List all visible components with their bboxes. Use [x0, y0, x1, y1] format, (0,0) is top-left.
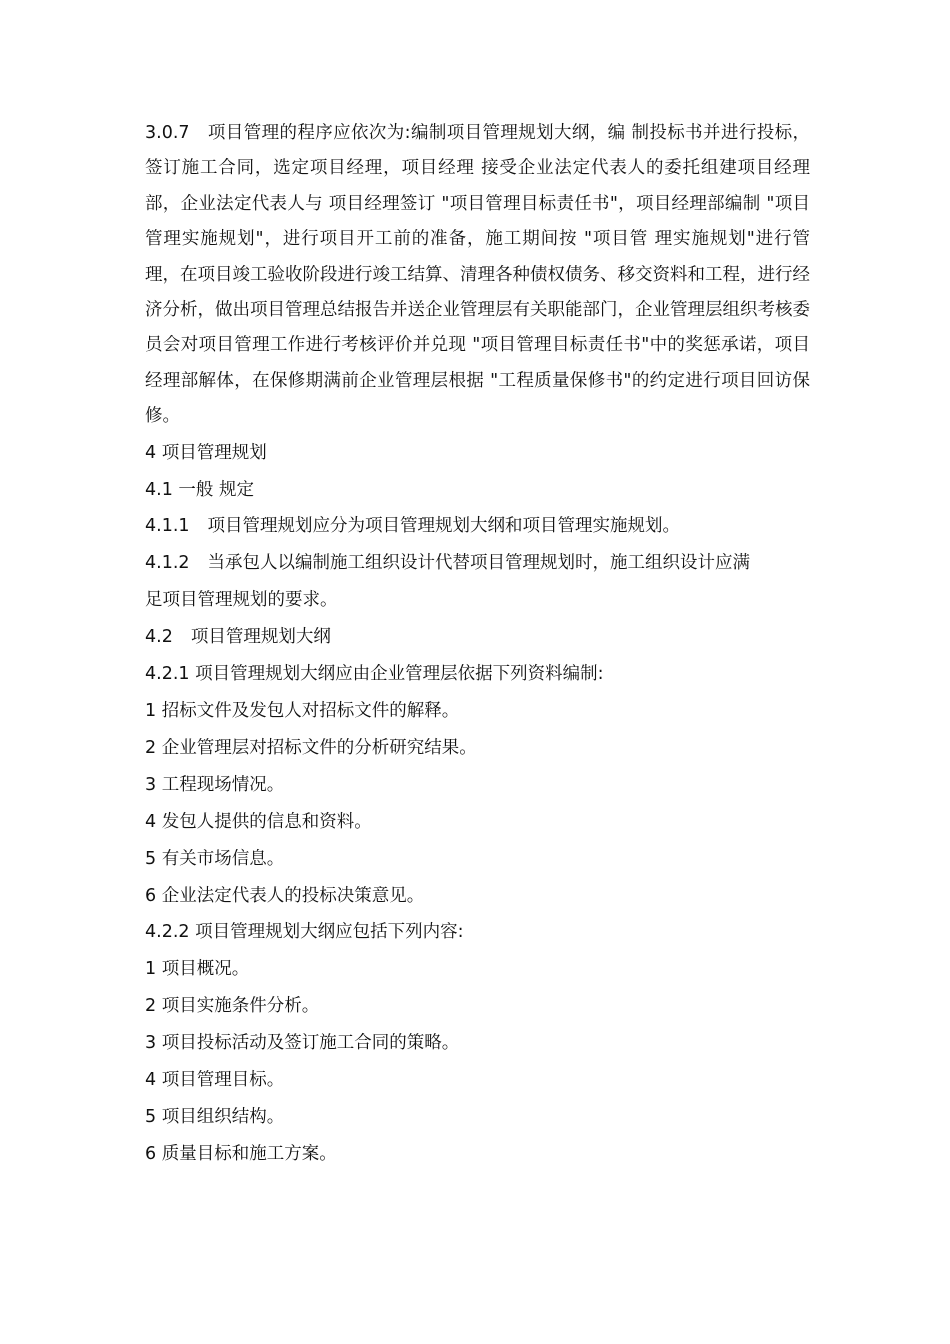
list-item: 6 企业法定代表人的投标决策意见。: [145, 885, 425, 906]
clause-4-1-2-continued: 足项目管理规划的要求。: [145, 590, 338, 611]
section-heading-4: 4 项目管理规划: [145, 442, 267, 463]
clause-number: 4.2: [145, 627, 173, 648]
section-heading-4-2: [145, 619, 810, 656]
clause-4-2-2: 4.2.2 项目管理规划大纲应包括下列内容:: [145, 922, 464, 943]
clause-4-1-1: [145, 508, 810, 545]
clause-text: 项目管理的程序应依次为:编制项目管理规划大纲，编 制投标书并进行投标，签订施工合同，选定项目经理，项目经理 接受企业法定代表人的委托组建项目经理部，企业法定代表人与 项目经理签订 "项目管理目标责任书"，项目经理部编制 "项目 管理实施规划"，进行项目开工前的准备，施工期间按 "项目管 理实施规划"进行管理，在项目竣工验收阶段进行竣工结算、清理各种债权债务、移交资料和工程，进行经济分析，做出项目管理总结报告并送企业管理层有关职能部门，企业管理层组织考核委员会对项目管理工作进行考核评价并兑现 "项目管理目标责任书"中的奖惩承诺，项目经理部解体，在保修期满前企业管理层根据 "工程质量保修书"的约定进行项目回访保修。: [145, 123, 810, 427]
clause-4-1-2: [145, 545, 810, 582]
clause-text: 当承包人以编制施工组织设计代替项目管理规划时，施工组织设计应满: [207, 553, 751, 574]
clause-number: 4.1.2: [145, 553, 190, 574]
list-item: 2 企业管理层对招标文件的分析研究结果。: [145, 737, 477, 758]
list-item: 1 项目概况。: [145, 959, 250, 980]
list-item: 1 招标文件及发包人对招标文件的解释。: [145, 701, 460, 721]
list-item: 5 有关市场信息。: [145, 848, 285, 869]
list-item: 4 项目管理目标。: [145, 1070, 285, 1091]
clause-text: 项目管理规划大纲: [190, 627, 331, 648]
section-heading-4-1: 4.1 一般 规定: [145, 479, 254, 500]
paragraph-3-0-7: [145, 116, 810, 435]
clause-number: 3.0.7: [145, 123, 190, 143]
list-item: 3 项目投标活动及签订施工合同的策略。: [145, 1033, 460, 1054]
list-item: 4 发包人提供的信息和资料。: [145, 811, 372, 832]
list-item: 3 工程现场情况。: [145, 774, 285, 795]
clause-text: 项目管理规划应分为项目管理规划大纲和项目管理实施规划。: [207, 516, 681, 537]
document-content: [145, 116, 810, 1173]
list-item: 5 项目组织结构。: [145, 1106, 285, 1127]
list-item: 6 质量目标和施工方案。: [145, 1143, 337, 1164]
clause-number: 4.1.1: [145, 516, 190, 537]
list-item: 2 项目实施条件分析。: [145, 996, 320, 1017]
clause-4-2-1: 4.2.1 项目管理规划大纲应由企业管理层依据下列资料编制:: [145, 664, 604, 685]
